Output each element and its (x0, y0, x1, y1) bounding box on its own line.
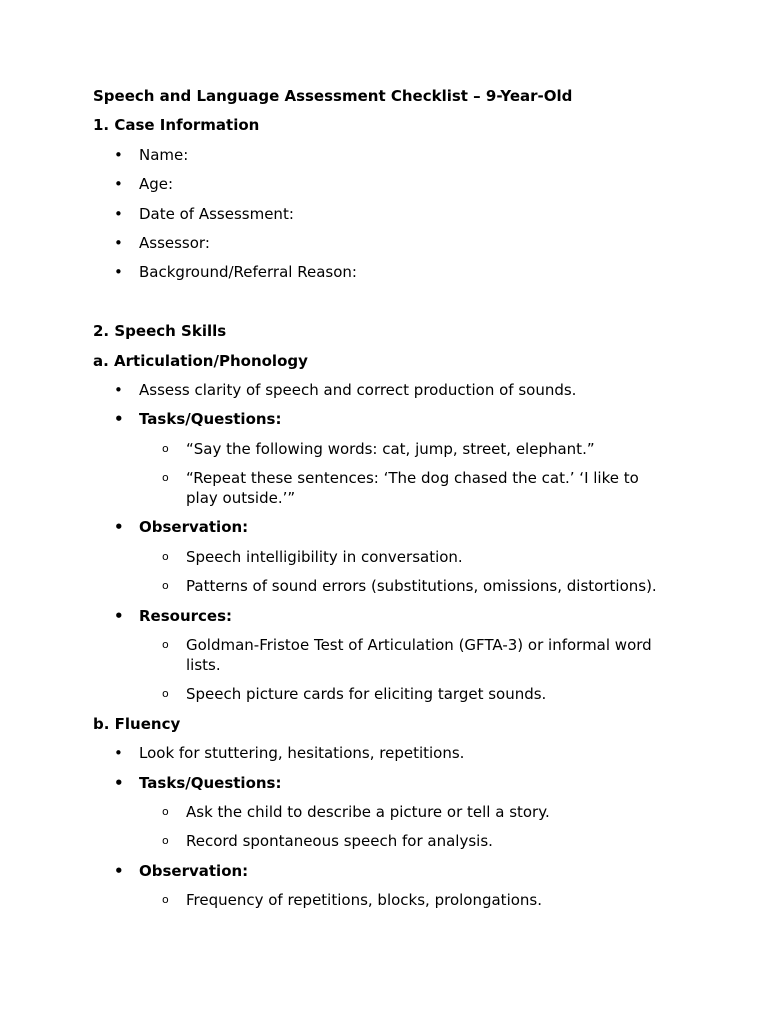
circle-bullet-icon: o (162, 579, 169, 593)
label-text: Observation: (139, 518, 249, 537)
sub-list-item (93, 890, 693, 919)
bullet-icon: • (114, 861, 124, 880)
bullet-icon: • (114, 606, 124, 625)
list-item-text: Speech picture cards for eliciting target sounds. (186, 685, 547, 704)
list-item-text: Patterns of sound errors (substitutions, omissions, distortions). (186, 577, 657, 596)
resources-label (93, 606, 693, 635)
list-item-text: Goldman-Fristoe Test of Articulation (GFTA-3) or informal word (186, 636, 652, 655)
sub-list-item (93, 802, 693, 831)
bullet-icon: • (114, 233, 123, 252)
tasks-label (93, 773, 693, 802)
list-item-text: Ask the child to describe a picture or tell a story. (186, 802, 550, 821)
observation-label (93, 517, 693, 546)
sub-list-item (93, 635, 693, 684)
list-item (93, 204, 693, 233)
sub-list-item (93, 831, 693, 860)
bullet-icon: • (114, 204, 123, 223)
subsection-a-heading: a. Articulation/Phonology (93, 351, 308, 370)
list-item-text: Frequency of repetitions, blocks, prolongations. (186, 891, 543, 910)
list-item (93, 174, 693, 203)
list-item-text-continued: play outside.’” (186, 489, 296, 508)
document-page (93, 86, 693, 920)
list-item (93, 262, 693, 291)
list-item-text: Date of Assessment: (139, 204, 294, 223)
circle-bullet-icon: o (162, 687, 169, 701)
bullet-icon: • (114, 263, 123, 282)
list-item-text: Background/Referral Reason: (139, 263, 357, 282)
sub-list-item (93, 576, 693, 605)
list-item (93, 145, 693, 174)
sub-list-item (93, 547, 693, 576)
list-item-text: “Repeat these sentences: ‘The dog chased the cat.’ ‘I like to (186, 469, 639, 488)
bullet-icon: • (114, 145, 123, 164)
document-title: Speech and Language Assessment Checklist – 9-Year-Old (93, 87, 573, 105)
section-1-heading: 1. Case Information (93, 116, 260, 135)
list-item (93, 233, 693, 262)
list-item-text: Speech intelligibility in conversation. (186, 547, 463, 566)
bullet-icon: • (114, 380, 123, 399)
bullet-icon: • (114, 518, 124, 537)
label-text: Resources: (139, 606, 233, 625)
sub-list-item (93, 468, 693, 517)
sub-list-item (93, 439, 693, 468)
list-item (93, 380, 693, 409)
list-item-text: Record spontaneous speech for analysis. (186, 832, 493, 851)
circle-bullet-icon: o (162, 549, 169, 563)
list-item (93, 743, 693, 772)
label-text: Tasks/Questions: (139, 773, 282, 792)
list-item-text: “Say the following words: cat, jump, street, elephant.” (186, 439, 595, 458)
bullet-icon: • (114, 410, 124, 429)
bullet-icon: • (114, 175, 123, 194)
section-2-heading: 2. Speech Skills (93, 322, 227, 341)
circle-bullet-icon: o (162, 471, 169, 485)
list-item-text: Look for stuttering, hesitations, repetitions. (139, 744, 465, 763)
spacer (93, 292, 693, 321)
label-text: Observation: (139, 861, 249, 880)
circle-bullet-icon: o (162, 834, 169, 848)
list-item-text-continued: lists. (186, 656, 221, 675)
list-item-text: Name: (139, 145, 189, 164)
bullet-icon: • (114, 773, 124, 792)
circle-bullet-icon: o (162, 804, 169, 818)
circle-bullet-icon: o (162, 893, 169, 907)
bullet-icon: • (114, 744, 123, 763)
list-item-text: Age: (139, 175, 174, 194)
label-text: Tasks/Questions: (139, 410, 282, 429)
list-item-text: Assessor: (139, 233, 210, 252)
subsection-b-heading: b. Fluency (93, 714, 181, 733)
observation-label (93, 861, 693, 890)
circle-bullet-icon: o (162, 638, 169, 652)
sub-list-item (93, 684, 693, 713)
list-item-text: Assess clarity of speech and correct production of sounds. (139, 380, 577, 399)
circle-bullet-icon: o (162, 441, 169, 455)
tasks-label (93, 409, 693, 438)
